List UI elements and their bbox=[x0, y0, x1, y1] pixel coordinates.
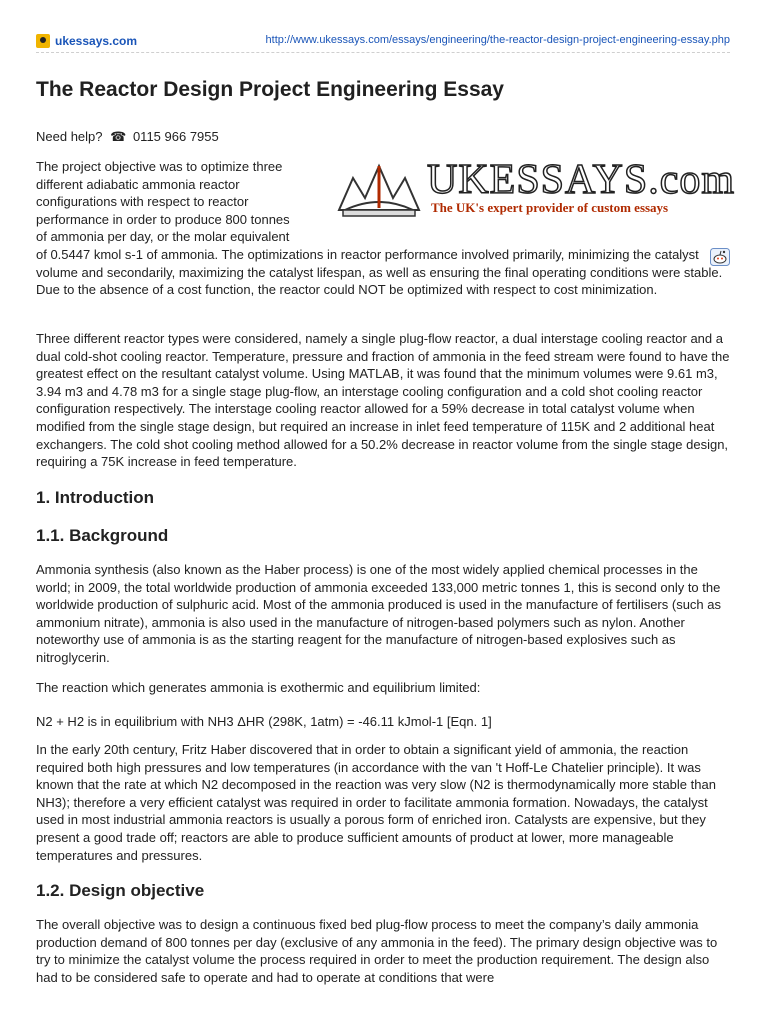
paragraph-6: In the early 20th century, Fritz Haber discovered that in order to obtain a significant yield of ammonia, the reaction required both high pressures and low temperatures (in accordance with the van 't Hoff-Le Chatelier principle). It was known that the rate at which N2 decomposed in the reaction was very slow (N2 is thermodynamically more stable than NH3); therefore a very efficient catalyst was required in order to facilitate ammonia formation. Nowadays, the catalyst used in most industrial ammonia reactors is usually a porous form of enriched iron. Catalysts are expensive, but they present a good trade off; reactors are able to produce sufficient amounts of product at lower, more manageable temperatures and pressures. bbox=[36, 742, 716, 863]
page-url-link[interactable]: http://www.ukessays.com/essays/engineering/the-reactor-design-project-engineering-essay.php bbox=[265, 34, 730, 46]
heading-introduction: 1. Introduction bbox=[36, 488, 155, 507]
crown-pen-icon bbox=[335, 158, 423, 218]
logo-tagline: The UK's expert provider of custom essays bbox=[431, 200, 669, 215]
heading-design-objective: 1.2. Design objective bbox=[36, 881, 205, 900]
help-label: Need help? bbox=[36, 129, 103, 144]
phone-icon: ☎ bbox=[110, 129, 127, 144]
paragraph-4: The reaction which generates ammonia is exothermic and equilibrium limited: bbox=[36, 680, 481, 695]
p1-line: of ammonia per day, or the molar equivalent bbox=[36, 229, 290, 245]
p1-line: The project objective was to optimize three bbox=[36, 159, 283, 174]
logo-wordmark: UKESSAYS.com bbox=[427, 157, 736, 203]
heading-background: 1.1. Background bbox=[36, 526, 169, 545]
paragraph-1-wrapped bbox=[36, 158, 326, 246]
help-line bbox=[36, 129, 219, 145]
page-title: The Reactor Design Project Engineering Essay bbox=[36, 78, 504, 101]
paragraph-2: Three different reactor types were considered, namely a single plug-flow reactor, a dual interstage cooling reactor and a dual cold-shot cooling reactor. Temperature, pressure and fraction of ammonia in the feed stream were found to have the greatest effect on the resultant catalyst volume. Using MATLAB, it was found that the minimum volumes were 9.61 m3, 3.94 m3 and 4.78 m3 for a single stage plug-flow, an interstage cooling configuration and a cold shot cooling reactor configuration respectively. The interstage cooling reactor allowed for a 59% decrease in total catalyst volume when modified from the single stage design, but required an increase in inlet feed temperature of 115K and 2 additional heat exchangers. The cold shot cooling method allowed for a 50.2% decrease in reactor volume from the single stage design, requiring a 75K increase in feed temperature. bbox=[36, 331, 730, 470]
help-phone[interactable]: 0115 966 7955 bbox=[132, 129, 219, 144]
p1-line: configurations with respect to reactor bbox=[36, 194, 249, 210]
site-name-link[interactable]: ukessays.com bbox=[55, 34, 138, 48]
ukessays-logo bbox=[335, 157, 736, 220]
paragraph-1-rest: of 0.5447 kmol s-1 of ammonia. The optimizations in reactor performance involved primarily, minimizing the catalyst volume and secondarily, maximizing the catalyst lifespan, as well as ensuring the final operating conditions were stable. Due to the absence of a cost function, the reactor could NOT be optimized with respect to cost minimization. bbox=[36, 247, 723, 298]
ukessays-logo-icon bbox=[36, 34, 50, 48]
paragraph-3: Ammonia synthesis (also known as the Haber process) is one of the most widely applied chemical processes in the world; in 2009, the total worldwide production of ammonia exceeded 133,000 metric tonnes 1, this is second only to the worldwide production of sulphuric acid. Most of the ammonia produced is used in the manufacture of fertilisers (such as ammonium nitrate), ammonia is also used in the manufacture of nitrogen-based polymers such as nylon. Another noteworthy use of ammonia is as the starting reagent for the manufacture of nitrogen-based explosives such as nitroglycerin. bbox=[36, 562, 722, 665]
p1-line: performance in order to produce 800 tonnes bbox=[36, 211, 290, 227]
p1-line: different adiabatic ammonia reactor bbox=[36, 176, 240, 192]
source-header bbox=[36, 28, 730, 53]
equation-1: N2 + H2 is in equilibrium with NH3 ΔHR (298K, 1atm) = -46.11 kJmol-1 [Eqn. 1] bbox=[36, 714, 492, 729]
paragraph-7: The overall objective was to design a continuous fixed bed plug-flow process to meet the company’s daily ammonia production demand of 800 tonnes per day (exclusive of any ammonia in the feed). The primary design objective was to try to minimize the catalyst volume the process required in order to meet the production requirement. The design also had to be considered safe to operate and had to operate at conditions that were bbox=[36, 917, 718, 985]
